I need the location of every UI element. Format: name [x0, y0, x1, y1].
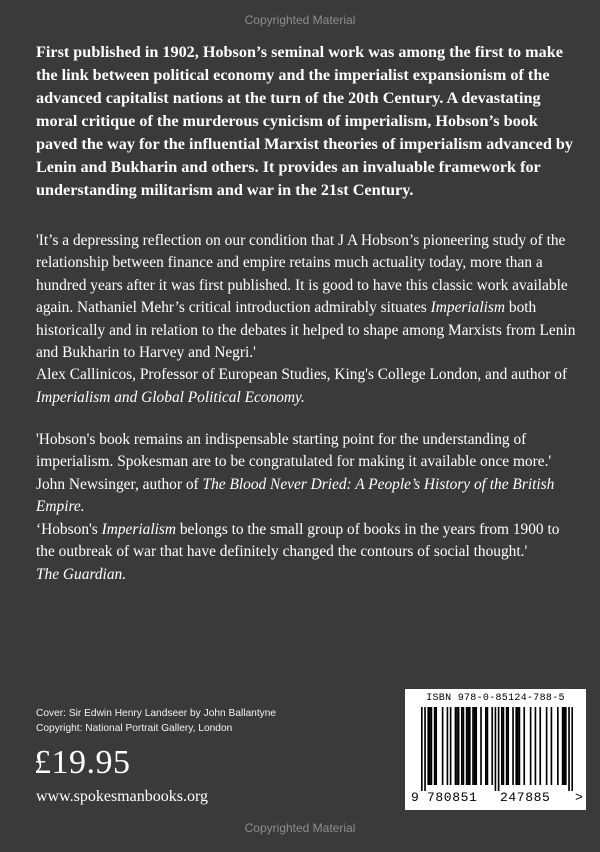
barcode-bar: [546, 707, 548, 785]
barcode-bar: [515, 707, 517, 785]
quote-text: both historically and in relation to the debates it helped to shape among Marxists from Lenin and Bukharin to Harvey and Negri.': [36, 299, 576, 362]
barcode-bar: [485, 707, 487, 785]
barcode-bar: [487, 707, 489, 785]
barcode-bar: [498, 707, 500, 791]
copyright-credit-line: Copyright: National Portrait Gallery, London: [36, 723, 233, 734]
cover-credits: [36, 706, 276, 736]
barcode-bar: [565, 707, 567, 785]
barcode-bar: [523, 707, 525, 785]
barcode-bar: [512, 707, 514, 785]
isbn-barcode: [405, 689, 586, 810]
barcode-bar: [539, 707, 541, 785]
quote-text: belongs to the small group of books in the years from 1900 to the outbreak of war that have definitely changed the contours of social thought.': [36, 521, 560, 561]
barcode-bar: [450, 707, 452, 785]
barcode-bar: [467, 707, 469, 785]
barcode-bar: [427, 707, 429, 785]
barcode-bar: [474, 707, 476, 785]
barcode-bar: [506, 707, 508, 785]
cover-credit-line: Cover: Sir Edwin Henry Landseer by John Ballantyne: [36, 708, 277, 719]
quote-title: The Blood Never Dried: A People’s History of the British Empire.: [36, 475, 555, 516]
barcode-bar: [495, 707, 497, 791]
review-quote-callinicos: [36, 230, 576, 409]
barcode-bar: [431, 707, 433, 785]
barcode-right-digits: 247885: [500, 790, 551, 805]
barcode-bar: [472, 707, 474, 785]
barcode-bar: [442, 707, 444, 785]
barcode-bar: [517, 707, 519, 785]
price-label: £19.95: [34, 744, 131, 781]
barcode-left-digits: 780851: [427, 790, 478, 805]
barcode-bar: [435, 707, 437, 785]
isbn-label: ISBN 978-0-85124-788-5: [426, 693, 565, 704]
quote-title: Imperialism: [101, 521, 177, 538]
barcode-bar: [530, 707, 532, 785]
barcode-bar: [475, 707, 477, 785]
quote-text: ‘Hobson's: [36, 521, 102, 538]
barcode-bar: [535, 707, 537, 785]
barcode-bar: [424, 707, 426, 791]
barcode-bar: [501, 707, 503, 785]
barcode-bar: [551, 707, 553, 785]
barcode-bar: [447, 707, 449, 785]
copyright-watermark-bottom: Copyrighted Material: [244, 821, 356, 835]
barcode-bar: [503, 707, 505, 785]
blurb-paragraph: First published in 1902, Hobson’s seminal work was among the first to make the link between political economy and the imperialist expansionism of the advanced capitalist nations at the turn of the 20th Century. A devastating moral critique of the murderous cynicism of imperialism, Hobson’s book paved the way for the influential Marxist theories of imperialism advanced by Lenin and Bukharin and others. It provides an invaluable framework for understanding militarism and war in the 21st Century.: [36, 43, 574, 199]
barcode-bar: [571, 707, 573, 791]
barcode-bar: [480, 707, 482, 785]
quote-attribution-title: Imperialism and Global Political Economy.: [36, 388, 305, 406]
barcode-bar: [466, 707, 468, 785]
barcode-bar: [421, 707, 423, 791]
review-quote-newsinger: [36, 429, 576, 519]
barcode-bar: [429, 707, 431, 785]
publisher-website: www.spokesmanbooks.org: [36, 788, 208, 805]
barcode-bars: [421, 707, 573, 791]
barcode-bar: [458, 707, 460, 785]
barcode-bar: [491, 707, 493, 785]
barcode-bar: [568, 707, 570, 791]
barcode-bar: [507, 707, 509, 785]
barcode-first-digit: 9: [411, 790, 419, 805]
review-quote-guardian: [36, 519, 576, 586]
barcode-bar: [519, 707, 521, 785]
barcode-bar: [562, 707, 564, 785]
barcode-bar: [455, 707, 457, 785]
quote-title: Imperialism: [430, 299, 506, 317]
barcode-bar: [461, 707, 463, 785]
quote-source: The Guardian.: [36, 565, 127, 583]
quote-text: 'It’s a depressing reflection on our condition that J A Hobson’s pioneering study of the relationship between finance and empire retains much actuality today, more than a hundred years after it was first published. It is good to have this classic work available again. Nathaniel Mehr’s critical introduction admirably situates: [36, 232, 568, 317]
copyright-watermark-top: Copyrighted Material: [244, 13, 356, 27]
barcode-bar: [469, 707, 471, 785]
quote-text: 'Hobson's book remains an indispensable starting point for the understanding of imperialism. Spokesman are to be congratulated for making it available once more.' John Newsinger, author of: [36, 431, 552, 493]
barcode-bar: [456, 707, 458, 785]
barcode-bar: [563, 707, 565, 785]
barcode-bar: [463, 707, 465, 785]
quote-attribution: Alex Callinicos, Professor of European Studies, King's College London, and author of: [36, 366, 568, 384]
barcode-bar: [557, 707, 559, 785]
barcode-arrow: >: [575, 790, 583, 805]
barcode-bar: [434, 707, 436, 785]
